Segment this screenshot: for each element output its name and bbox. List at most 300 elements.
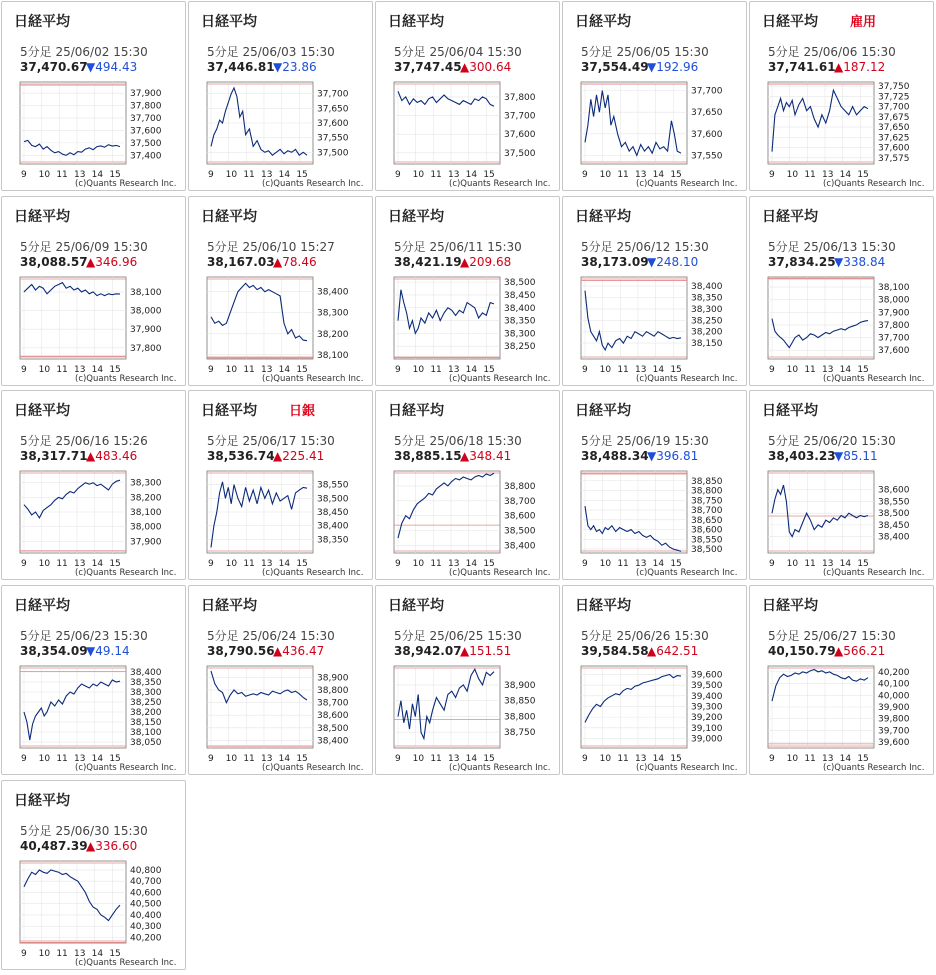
interval-label: 5分足	[581, 434, 613, 448]
y-tick-label: 38,750	[691, 496, 723, 507]
chart-title: 日経平均	[388, 14, 444, 30]
triangle-up-icon: ▲	[834, 60, 844, 74]
plot-frame	[394, 471, 500, 553]
line-chart	[2, 781, 185, 969]
chart-card[interactable]	[749, 390, 934, 580]
y-tick-label: 38,300	[317, 308, 349, 319]
y-tick-label: 38,050	[130, 738, 162, 748]
x-tick-label: 15	[483, 754, 495, 764]
y-tick-label: 38,550	[691, 535, 723, 546]
interval-label: 5分足	[20, 240, 52, 254]
chart-card[interactable]	[375, 585, 560, 775]
chart-card[interactable]	[1, 1, 186, 191]
index-value: 38,790.56	[207, 644, 275, 658]
change-amount: 23.86	[282, 60, 317, 74]
y-tick-label: 40,800	[130, 865, 162, 876]
y-tick-label: 38,800	[317, 685, 349, 696]
copyright-text: (c)Quants Research Inc.	[636, 763, 738, 773]
y-tick-label: 37,725	[878, 92, 910, 103]
x-tick-label: 13	[260, 365, 273, 375]
index-value: 37,554.49	[581, 60, 649, 74]
y-tick-label: 38,400	[130, 668, 162, 678]
x-tick-label: 10	[786, 559, 799, 569]
x-tick-label: 9	[395, 754, 401, 764]
x-tick-label: 14	[278, 754, 291, 764]
y-tick-label: 38,250	[130, 698, 162, 708]
x-tick-label: 9	[208, 754, 214, 764]
chart-title: 日経平均	[14, 209, 70, 225]
y-tick-label: 38,500	[878, 509, 910, 520]
chart-time: 15:30	[113, 45, 148, 59]
event-badge: 日銀	[289, 404, 316, 419]
x-tick-label: 11	[56, 559, 68, 569]
chart-card[interactable]	[1, 196, 186, 386]
index-value: 38,173.09	[581, 255, 649, 269]
interval-label: 5分足	[581, 240, 613, 254]
y-tick-label: 38,200	[317, 329, 349, 340]
y-tick-label: 39,400	[691, 691, 723, 702]
y-tick-label: 37,700	[504, 111, 536, 122]
plot-frame	[768, 471, 874, 553]
x-tick-label: 11	[243, 754, 255, 764]
index-value: 38,088.57	[20, 255, 88, 269]
y-tick-label: 38,100	[130, 508, 162, 518]
y-tick-label: 39,300	[691, 702, 723, 713]
x-tick-label: 11	[56, 754, 68, 764]
x-tick-label: 10	[225, 559, 238, 569]
copyright-text: (c)Quants Research Inc.	[75, 374, 177, 384]
chart-date: 25/06/25	[429, 629, 484, 643]
plot-frame	[768, 277, 874, 359]
x-tick-label: 13	[447, 754, 460, 764]
chart-date: 25/06/04	[429, 45, 484, 59]
x-tick-label: 10	[225, 754, 238, 764]
x-tick-label: 14	[465, 559, 478, 569]
chart-card[interactable]	[562, 585, 747, 775]
x-tick-label: 15	[857, 559, 869, 569]
triangle-up-icon: ▲	[273, 449, 283, 463]
x-tick-label: 11	[617, 559, 629, 569]
copyright-text: (c)Quants Research Inc.	[75, 958, 177, 968]
triangle-down-icon: ▼	[273, 60, 283, 74]
x-tick-label: 15	[670, 559, 682, 569]
y-tick-label: 38,450	[504, 290, 536, 301]
y-tick-label: 38,500	[317, 494, 349, 505]
chart-card[interactable]	[188, 1, 373, 191]
x-tick-label: 11	[430, 170, 442, 180]
x-tick-label: 14	[652, 365, 665, 375]
line-chart	[189, 2, 372, 190]
chart-title: 日経平均	[201, 14, 257, 30]
x-tick-label: 14	[278, 170, 291, 180]
x-tick-label: 13	[821, 754, 834, 764]
chart-card[interactable]	[1, 585, 186, 775]
chart-time: 15:30	[674, 45, 709, 59]
line-chart	[376, 586, 559, 774]
change-amount: 346.96	[95, 255, 138, 269]
interval-label: 5分足	[768, 434, 800, 448]
line-chart	[750, 586, 933, 774]
line-chart	[2, 2, 185, 190]
interval-label: 5分足	[20, 45, 52, 59]
y-tick-label: 38,350	[317, 535, 349, 546]
interval-label: 5分足	[581, 629, 613, 643]
chart-time: 15:30	[487, 45, 522, 59]
x-tick-label: 13	[821, 170, 834, 180]
y-tick-label: 38,400	[878, 532, 910, 543]
x-tick-label: 9	[21, 559, 27, 569]
y-tick-label: 38,750	[504, 728, 536, 739]
copyright-text: (c)Quants Research Inc.	[449, 374, 551, 384]
y-tick-label: 37,700	[878, 102, 910, 113]
y-tick-label: 39,000	[691, 734, 723, 745]
chart-date: 25/06/12	[616, 240, 671, 254]
chart-card[interactable]	[562, 1, 747, 191]
change-amount: 566.21	[843, 644, 886, 658]
y-tick-label: 38,350	[130, 678, 162, 688]
x-tick-label: 15	[296, 559, 308, 569]
copyright-text: (c)Quants Research Inc.	[449, 179, 551, 189]
chart-card[interactable]	[375, 1, 560, 191]
chart-time: 15:30	[487, 434, 522, 448]
x-tick-label: 15	[857, 170, 869, 180]
x-tick-label: 15	[857, 365, 869, 375]
y-tick-label: 38,350	[504, 316, 536, 327]
x-tick-label: 10	[599, 170, 612, 180]
y-tick-label: 37,600	[878, 143, 910, 154]
y-tick-label: 38,350	[691, 293, 723, 304]
y-tick-label: 38,700	[317, 698, 349, 709]
y-tick-label: 40,300	[130, 922, 162, 933]
x-tick-label: 14	[91, 365, 104, 375]
interval-label: 5分足	[768, 629, 800, 643]
x-tick-label: 11	[804, 754, 816, 764]
triangle-up-icon: ▲	[647, 644, 657, 658]
change-amount: 78.46	[282, 255, 317, 269]
triangle-up-icon: ▲	[834, 644, 844, 658]
interval-label: 5分足	[207, 629, 239, 643]
change-amount: 49.14	[95, 644, 130, 658]
y-tick-label: 38,700	[504, 496, 536, 507]
chart-date: 25/06/05	[616, 45, 671, 59]
index-value: 40,150.79	[768, 644, 836, 658]
chart-title: 日経平均	[575, 598, 631, 614]
x-tick-label: 11	[617, 754, 629, 764]
line-chart	[189, 391, 372, 579]
copyright-text: (c)Quants Research Inc.	[262, 568, 364, 578]
x-tick-label: 13	[634, 365, 647, 375]
event-badge: 雇用	[850, 15, 877, 30]
x-tick-label: 15	[483, 170, 495, 180]
x-tick-label: 9	[208, 559, 214, 569]
triangle-up-icon: ▲	[86, 839, 96, 853]
chart-title: 日経平均	[14, 14, 70, 30]
y-tick-label: 38,450	[878, 520, 910, 531]
y-tick-label: 38,100	[130, 287, 162, 298]
x-tick-label: 9	[208, 170, 214, 180]
y-tick-label: 38,400	[317, 736, 349, 747]
chart-date: 25/06/17	[242, 434, 297, 448]
interval-label: 5分足	[581, 45, 613, 59]
plot-frame	[394, 277, 500, 359]
chart-date: 25/06/26	[616, 629, 671, 643]
y-tick-label: 38,900	[504, 680, 536, 691]
y-tick-label: 38,600	[691, 525, 723, 536]
x-tick-label: 9	[208, 365, 214, 375]
interval-label: 5分足	[207, 240, 239, 254]
x-tick-label: 14	[839, 754, 852, 764]
x-tick-label: 11	[243, 365, 255, 375]
x-tick-label: 13	[821, 559, 834, 569]
copyright-text: (c)Quants Research Inc.	[823, 568, 925, 578]
x-tick-label: 15	[857, 754, 869, 764]
y-tick-label: 37,900	[878, 308, 910, 319]
chart-date: 25/06/02	[55, 45, 110, 59]
y-tick-label: 38,150	[691, 339, 723, 350]
index-value: 40,487.39	[20, 839, 88, 853]
chart-time: 15:30	[113, 240, 148, 254]
copyright-text: (c)Quants Research Inc.	[636, 374, 738, 384]
triangle-down-icon: ▼	[86, 60, 96, 74]
triangle-down-icon: ▼	[647, 449, 657, 463]
triangle-down-icon: ▼	[647, 60, 657, 74]
chart-card[interactable]	[1, 780, 186, 970]
y-tick-label: 37,600	[504, 130, 536, 141]
triangle-down-icon: ▼	[86, 644, 96, 658]
x-tick-label: 13	[821, 365, 834, 375]
y-tick-label: 37,800	[130, 101, 162, 112]
y-tick-label: 38,550	[317, 480, 349, 491]
x-tick-label: 11	[243, 170, 255, 180]
chart-card[interactable]	[749, 196, 934, 386]
y-tick-label: 38,000	[130, 522, 162, 533]
change-amount: 336.60	[95, 839, 138, 853]
y-tick-label: 38,200	[691, 327, 723, 338]
chart-card[interactable]	[375, 196, 560, 386]
x-tick-label: 9	[21, 754, 27, 764]
x-tick-label: 10	[786, 170, 799, 180]
line-chart	[563, 2, 746, 190]
chart-card[interactable]	[188, 390, 373, 580]
x-tick-label: 14	[652, 170, 665, 180]
chart-time: 15:27	[300, 240, 335, 254]
y-tick-label: 37,400	[130, 151, 162, 162]
line-chart	[189, 586, 372, 774]
y-tick-label: 38,450	[317, 508, 349, 518]
y-tick-label: 37,600	[691, 129, 723, 140]
change-amount: 192.96	[656, 60, 699, 74]
index-value: 38,885.15	[394, 449, 462, 463]
x-tick-label: 10	[412, 365, 425, 375]
chart-date: 25/06/23	[55, 629, 110, 643]
chart-card[interactable]	[188, 585, 373, 775]
y-tick-label: 39,500	[691, 681, 723, 692]
copyright-text: (c)Quants Research Inc.	[823, 763, 925, 773]
y-tick-label: 38,500	[504, 278, 536, 289]
y-tick-label: 38,400	[317, 521, 349, 532]
x-tick-label: 14	[839, 365, 852, 375]
y-tick-label: 38,300	[691, 304, 723, 315]
copyright-text: (c)Quants Research Inc.	[449, 763, 551, 773]
x-tick-label: 11	[56, 170, 68, 180]
y-tick-label: 38,100	[317, 350, 349, 361]
plot-frame	[581, 471, 687, 553]
x-tick-label: 13	[73, 559, 86, 569]
chart-date: 25/06/30	[55, 824, 110, 838]
chart-title: 日経平均	[762, 598, 818, 614]
plot-frame	[207, 666, 313, 748]
x-tick-label: 13	[634, 559, 647, 569]
chart-date: 25/06/16	[55, 434, 110, 448]
plot-frame	[20, 82, 126, 164]
x-tick-label: 14	[839, 559, 852, 569]
line-chart	[376, 2, 559, 190]
x-tick-label: 10	[38, 365, 51, 375]
x-tick-label: 10	[38, 949, 51, 959]
chart-card[interactable]	[375, 390, 560, 580]
chart-date: 25/06/20	[803, 434, 858, 448]
chart-time: 15:30	[113, 629, 148, 643]
y-tick-label: 38,250	[504, 342, 536, 353]
y-tick-label: 38,900	[317, 673, 349, 684]
chart-card[interactable]	[562, 390, 747, 580]
chart-title: 日経平均	[388, 598, 444, 614]
line-chart	[563, 391, 746, 579]
chart-time: 15:30	[674, 629, 709, 643]
chart-date: 25/06/13	[803, 240, 858, 254]
chart-card[interactable]	[749, 585, 934, 775]
line-chart	[189, 197, 372, 385]
x-tick-label: 14	[278, 559, 291, 569]
y-tick-label: 38,100	[878, 283, 910, 294]
x-tick-label: 11	[430, 365, 442, 375]
y-tick-label: 37,500	[504, 148, 536, 159]
chart-card[interactable]	[562, 196, 747, 386]
plot-frame	[394, 82, 500, 164]
x-tick-label: 15	[109, 949, 121, 959]
x-tick-label: 15	[109, 170, 121, 180]
chart-time: 15:30	[300, 629, 335, 643]
y-tick-label: 37,575	[878, 153, 910, 164]
x-tick-label: 9	[395, 559, 401, 569]
y-tick-label: 37,550	[317, 133, 349, 144]
chart-title: 日経平均	[575, 14, 631, 30]
copyright-text: (c)Quants Research Inc.	[636, 568, 738, 578]
x-tick-label: 15	[296, 365, 308, 375]
change-amount: 300.64	[469, 60, 512, 74]
plot-frame	[581, 277, 687, 359]
chart-time: 15:30	[674, 240, 709, 254]
x-tick-label: 9	[769, 559, 775, 569]
y-tick-label: 39,900	[878, 703, 910, 713]
y-tick-label: 37,625	[878, 133, 910, 144]
y-tick-label: 38,850	[691, 476, 723, 487]
x-tick-label: 11	[617, 365, 629, 375]
x-tick-label: 9	[769, 754, 775, 764]
chart-title: 日経平均	[762, 403, 818, 419]
y-tick-label: 37,600	[130, 126, 162, 137]
line-chart	[2, 586, 185, 774]
chart-time: 15:30	[300, 434, 335, 448]
interval-label: 5分足	[768, 240, 800, 254]
y-tick-label: 38,100	[130, 728, 162, 738]
y-tick-label: 38,150	[130, 718, 162, 728]
chart-date: 25/06/18	[429, 434, 484, 448]
chart-time: 15:30	[487, 240, 522, 254]
chart-time: 15:26	[113, 434, 148, 448]
x-tick-label: 11	[430, 559, 442, 569]
x-tick-label: 10	[225, 365, 238, 375]
y-tick-label: 38,550	[878, 497, 910, 508]
x-tick-label: 13	[73, 949, 86, 959]
y-tick-label: 40,200	[130, 933, 162, 944]
x-tick-label: 9	[21, 365, 27, 375]
x-tick-label: 10	[412, 754, 425, 764]
x-tick-label: 13	[73, 170, 86, 180]
copyright-text: (c)Quants Research Inc.	[449, 568, 551, 578]
chart-card[interactable]	[749, 1, 934, 191]
y-tick-label: 38,400	[691, 282, 723, 293]
y-tick-label: 37,700	[878, 333, 910, 344]
interval-label: 5分足	[207, 434, 239, 448]
y-tick-label: 37,900	[130, 537, 162, 548]
plot-frame	[768, 82, 874, 164]
y-tick-label: 40,400	[130, 910, 162, 921]
y-tick-label: 38,250	[691, 316, 723, 327]
x-tick-label: 10	[786, 754, 799, 764]
x-tick-label: 10	[225, 170, 238, 180]
x-tick-label: 15	[109, 365, 121, 375]
copyright-text: (c)Quants Research Inc.	[75, 568, 177, 578]
x-tick-label: 10	[599, 754, 612, 764]
x-tick-label: 9	[21, 949, 27, 959]
chart-title: 日経平均	[388, 209, 444, 225]
change-amount: 187.12	[843, 60, 886, 74]
x-tick-label: 11	[804, 170, 816, 180]
x-tick-label: 15	[670, 365, 682, 375]
copyright-text: (c)Quants Research Inc.	[75, 763, 177, 773]
y-tick-label: 37,675	[878, 112, 910, 123]
x-tick-label: 15	[483, 365, 495, 375]
y-tick-label: 38,600	[878, 485, 910, 496]
chart-card[interactable]	[1, 390, 186, 580]
x-tick-label: 15	[483, 559, 495, 569]
y-tick-label: 38,200	[130, 493, 162, 504]
x-tick-label: 14	[91, 754, 104, 764]
line-chart	[750, 197, 933, 385]
index-value: 39,584.58	[581, 644, 649, 658]
x-tick-label: 13	[260, 754, 273, 764]
triangle-up-icon: ▲	[460, 644, 470, 658]
change-amount: 225.41	[282, 449, 325, 463]
y-tick-label: 39,100	[691, 723, 723, 734]
x-tick-label: 11	[56, 949, 68, 959]
chart-card[interactable]	[188, 196, 373, 386]
x-tick-label: 13	[447, 365, 460, 375]
chart-title: 日経平均	[14, 598, 70, 614]
y-tick-label: 38,500	[504, 526, 536, 537]
x-tick-label: 10	[38, 170, 51, 180]
x-tick-label: 14	[465, 365, 478, 375]
triangle-down-icon: ▼	[834, 255, 844, 269]
plot-frame	[581, 666, 687, 748]
x-tick-label: 9	[582, 365, 588, 375]
interval-label: 5分足	[394, 629, 426, 643]
copyright-text: (c)Quants Research Inc.	[823, 374, 925, 384]
x-tick-label: 9	[582, 170, 588, 180]
triangle-up-icon: ▲	[86, 255, 96, 269]
chart-time: 15:30	[487, 629, 522, 643]
